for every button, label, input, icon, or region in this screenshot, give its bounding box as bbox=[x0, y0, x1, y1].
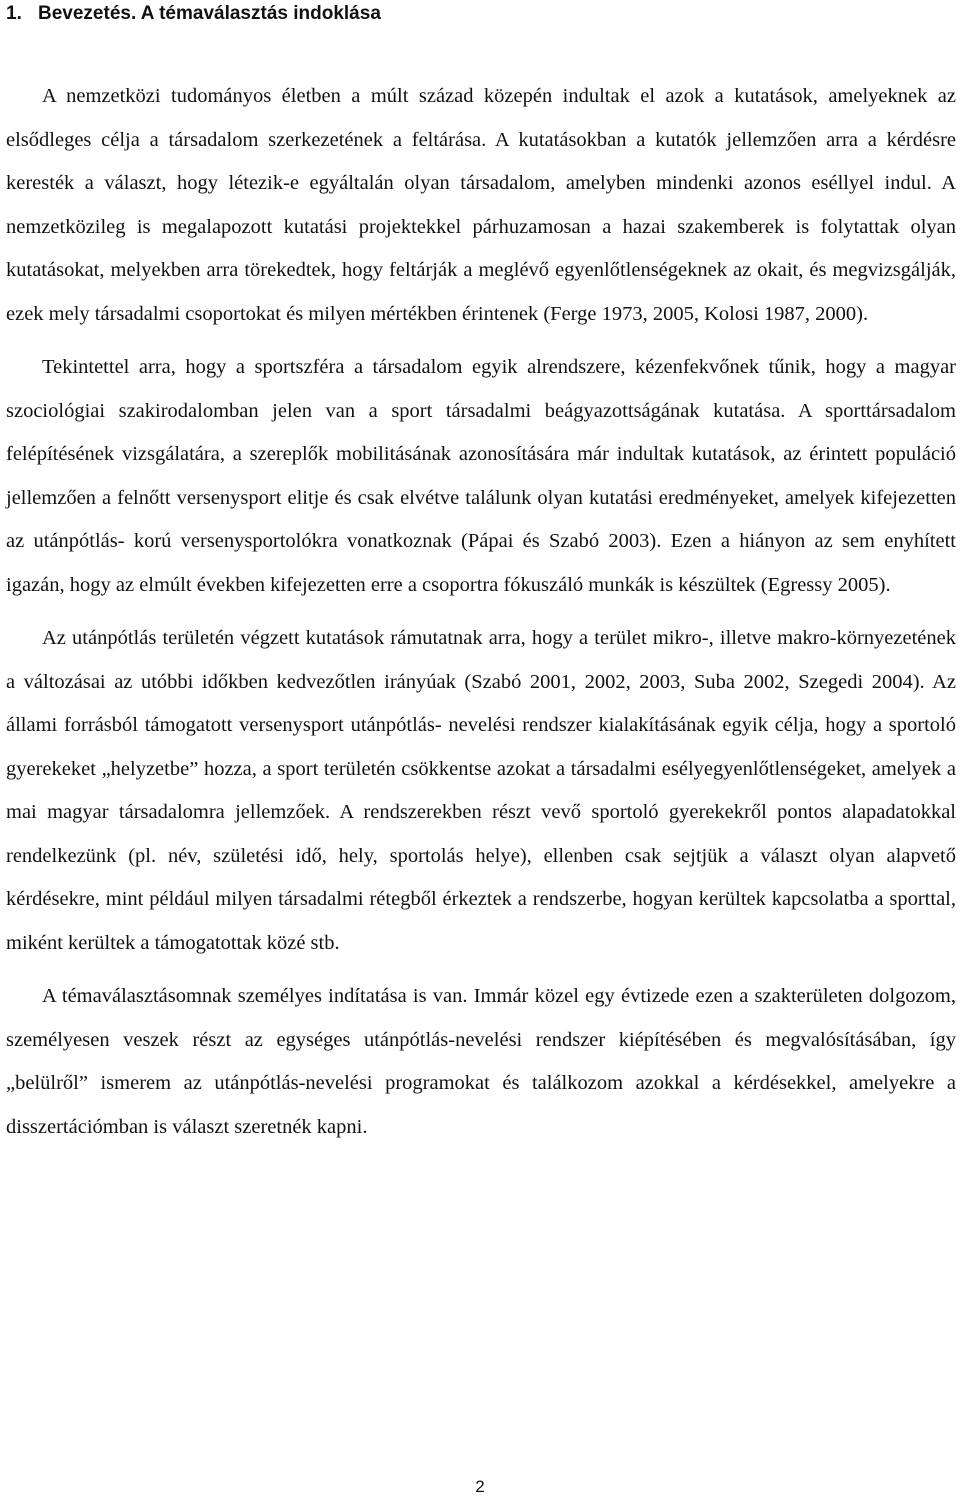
section-heading bbox=[6, 0, 956, 26]
section-number: 1. bbox=[6, 3, 22, 24]
paragraph-3: Az utánpótlás területén végzett kutatások rámutatnak arra, hogy a terület mikro-, illetve makro-környezetének a változásai az utóbbi időkben kedvezőtlen irányúak (Szabó 2001, 2002, 2003, Suba 2002, Szegedi 2004). Az állami forrásból támogatott versenysport utánpótlás- nevelési rendszer kialakításának egyik célja, hogy a sportoló gyerekeket „helyzetbe” hozza, a sport területén csökkentse azokat a társadalmi esélyegyenlőtlenségeket, amelyek a mai magyar társadalomra jellemzőek. A rendszerekben részt vevő sportoló gyerekekről pontos alapadatokkal rendelkezünk (pl. név, születési idő, hely, sportolás helye), ellenben csak sejtjük a választ olyan alapvető kérdésekre, mint például milyen társadalmi rétegből érkeztek a rendszerbe, hogyan kerültek kapcsolatba a sporttal, miként kerültek a támogatottak közé stb. bbox=[6, 627, 956, 954]
paragraph-4: A témaválasztásomnak személyes indítatása is van. Immár közel egy évtizede ezen a szakterületen dolgozom, személyesen veszek részt az egységes utánpótlás-nevelési rendszer kiépítésében és megvalósításában, így „belülről” ismerem az utánpótlás-nevelési programokat és találkozom azokkal a kérdésekkel, amelyekre a disszertációmban is választ szeretnék kapni. bbox=[6, 985, 956, 1138]
section-title: Bevezetés. A témaválasztás indoklása bbox=[38, 3, 381, 24]
page-number: 2 bbox=[475, 1477, 485, 1496]
body-text bbox=[6, 75, 956, 1149]
document-page bbox=[6, 0, 956, 1149]
paragraph-2: Tekintettel arra, hogy a sportszféra a társadalom egyik alrendszere, kézenfekvőnek tűnik, hogy a magyar szociológiai szakirodalomban jelen van a sport társadalmi beágyazottságának kutatása. A sporttársadalom felépítésének vizsgálatára, a szereplők mobilitásának azonosítására már indultak kutatások, az érintett populáció jellemzően a felnőtt versenysport elitje és csak elvétve találunk olyan kutatási eredményeket, amelyek kifejezetten az utánpótlás- korú versenysportolókra vonatkoznak (Pápai és Szabó 2003). Ezen a hiányon az sem enyhített igazán, hogy az elmúlt években kifejezetten erre a csoportra fókuszáló munkák is készültek (Egressy 2005). bbox=[6, 356, 956, 596]
paragraph-1: A nemzetközi tudományos életben a múlt század közepén indultak el azok a kutatások, amelyeknek az elsődleges célja a társadalom szerkezetének a feltárása. A kutatásokban a kutatók jellemzően arra a kérdésre keresték a választ, hogy létezik-e egyáltalán olyan társadalom, amelyben mindenki azonos eséllyel indul. A nemzetközileg is megalapozott kutatási projektekkel párhuzamosan a hazai szakemberek is folytattak olyan kutatásokat, melyekben arra törekedtek, hogy feltárják a meglévő egyenlőtlenségeknek az okait, és megvizsgálják, ezek mely társadalmi csoportokat és milyen mértékben érintenek (Ferge 1973, 2005, Kolosi 1987, 2000). bbox=[6, 85, 956, 325]
